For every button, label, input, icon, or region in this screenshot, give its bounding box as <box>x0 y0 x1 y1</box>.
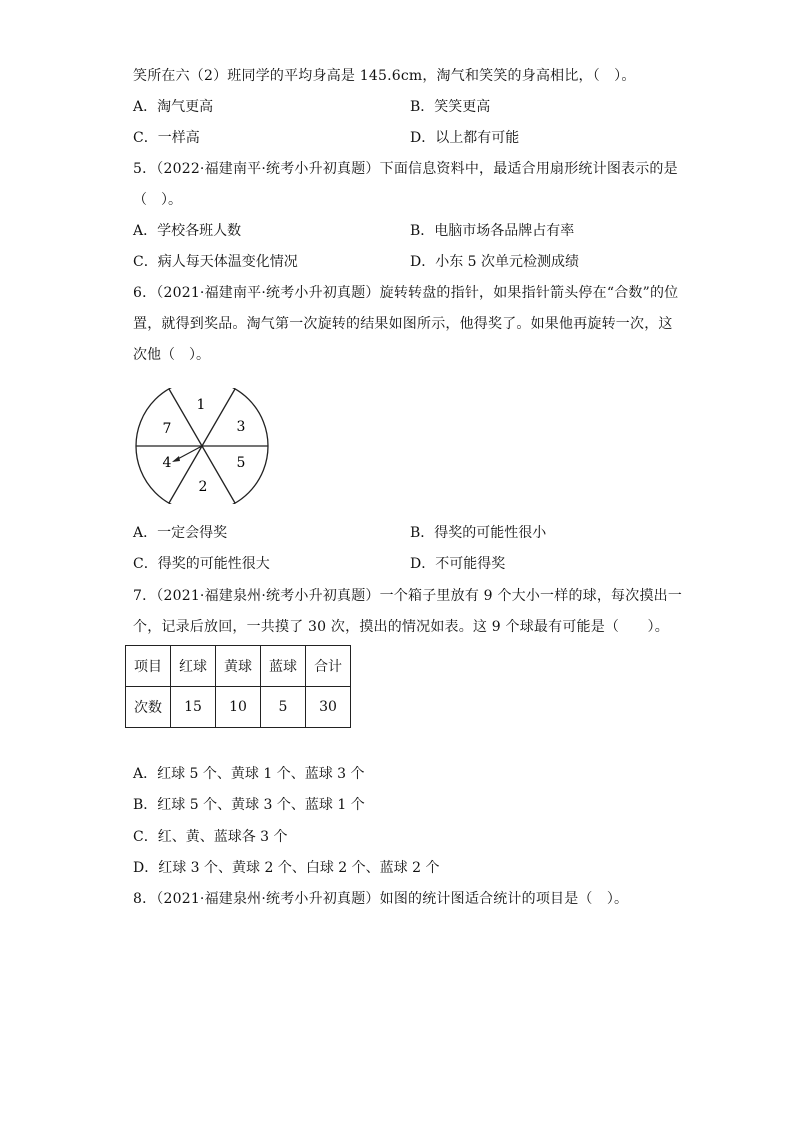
q5-option-b: B．电脑市场各品牌占有率 <box>410 223 575 239</box>
table-cell: 5 <box>261 687 306 728</box>
q4-option-b: B．笑笑更高 <box>410 99 491 115</box>
q7-option-a: A．红球 5 个、黄球 1 个、蓝球 3 个 <box>133 766 365 782</box>
q7-option-b: B．红球 5 个、黄球 3 个、蓝球 1 个 <box>133 797 365 813</box>
table-cell: 合计 <box>306 646 351 687</box>
q8-stem-line1: 8．（2021·福建泉州·统考小升初真题）如图的统计图适合统计的项目是（ ）。 <box>133 891 629 907</box>
sector-label: 2 <box>198 479 208 495</box>
table-cell: 项目 <box>126 646 171 687</box>
q7-stem-line2: 个，记录后放回，一共摸了 30 次，摸出的情况如表。这 9 个球最有可能是（ ）。 <box>133 619 669 635</box>
table-cell: 黄球 <box>216 646 261 687</box>
table-cell: 30 <box>306 687 351 728</box>
table-cell: 10 <box>216 687 261 728</box>
table-cell: 次数 <box>126 687 171 728</box>
sector-label: 4 <box>162 455 172 471</box>
q4-option-c: C．一样高 <box>133 130 200 146</box>
sector-label: 1 <box>196 397 206 413</box>
q7-option-c: C．红、黄、蓝球各 3 个 <box>133 829 288 845</box>
q5-stem-line1: 5．（2022·福建南平·统考小升初真题）下面信息资料中，最适合用扇形统计图表示的是 <box>133 161 678 177</box>
table-header-row <box>126 646 351 687</box>
spinner-diagram <box>134 388 270 504</box>
q7-option-d: D．红球 3 个、黄球 2 个、白球 2 个、蓝球 2 个 <box>133 860 440 876</box>
q4-option-a: A．淘气更高 <box>133 99 214 115</box>
q6-stem-line2: 置，就得到奖品。淘气第一次旋转的结果如图所示，他得奖了。如果他再旋转一次，这 <box>133 316 673 332</box>
q4-option-d: D．以上都有可能 <box>410 130 520 146</box>
table-row <box>126 687 351 728</box>
q6-stem-line1: 6．（2021·福建南平·统考小升初真题）旋转转盘的指针，如果指针箭头停在“合数”的位 <box>133 285 679 301</box>
q5-stem-line2: （ ）。 <box>133 192 182 208</box>
pointer-arrowhead <box>172 456 180 462</box>
q5-option-d: D．小东 5 次单元检测成绩 <box>410 254 580 270</box>
q6-option-a: A．一定会得奖 <box>133 525 228 541</box>
table-cell: 红球 <box>171 646 216 687</box>
sector-label: 5 <box>236 455 246 471</box>
sector-label: 3 <box>236 419 246 435</box>
q6-option-d: D．不可能得奖 <box>410 556 506 572</box>
table-cell: 蓝球 <box>261 646 306 687</box>
q7-stem-line1: 7．（2021·福建泉州·统考小升初真题）一个箱子里放有 9 个大小一样的球，每次摸出一 <box>133 588 683 604</box>
q4-tail: 笑所在六（2）班同学的平均身高是 145.6cm，淘气和笑笑的身高相比，（ ）。 <box>133 68 636 84</box>
q5-option-a: A．学校各班人数 <box>133 223 242 239</box>
table-cell: 15 <box>171 687 216 728</box>
q6-option-b: B．得奖的可能性很小 <box>410 525 547 541</box>
q6-stem-line3: 次他（ ）。 <box>133 347 210 363</box>
sector-label: 7 <box>162 421 172 437</box>
q6-option-c: C．得奖的可能性很大 <box>133 556 270 572</box>
q5-option-c: C．病人每天体温变化情况 <box>133 254 298 270</box>
ball-count-table <box>125 645 351 728</box>
